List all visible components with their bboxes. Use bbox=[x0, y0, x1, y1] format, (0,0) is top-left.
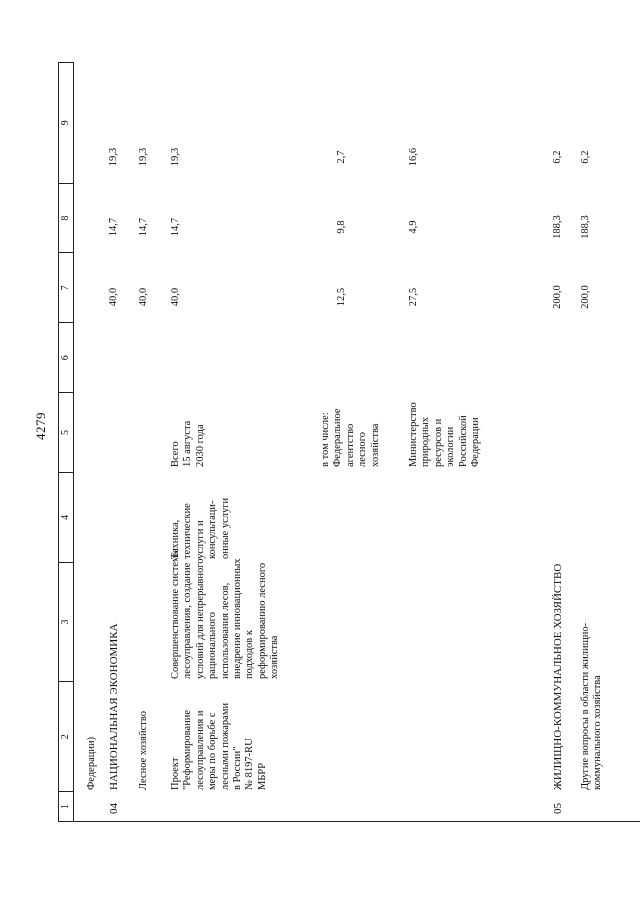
agency-label: в том числе: Федеральное агентство лесного хозяйства bbox=[320, 408, 381, 467]
section-04-col8: 19,3 bbox=[108, 147, 119, 167]
project-purpose: Совершенствование системы лесоуправления, создание условий для непрерывного рационального использования лесов, внедрение инновационных подходов к реформированию лесного хозяйства bbox=[170, 548, 280, 679]
section-05-title: ЖИЛИЩНО-КОММУНАЛЬНОЕ ХОЗЯЙСТВО bbox=[552, 563, 564, 790]
agency-col8: 2,7 bbox=[336, 150, 347, 164]
housing-other-col7: 188,3 bbox=[580, 215, 591, 239]
header-col-3: 3 bbox=[59, 562, 73, 682]
housing-other-col8: 6,2 bbox=[580, 150, 591, 164]
section-05-col7: 188,3 bbox=[552, 215, 563, 239]
table-header bbox=[58, 62, 74, 822]
section-04-col6: 40,0 bbox=[108, 287, 119, 307]
project-name: Проект "Реформирование лесоуправления и меры по борьбе с лесными пожарами в России" № 8197-RU МБРР bbox=[170, 702, 268, 790]
forestry-col7: 14,7 bbox=[138, 217, 149, 237]
agency-col7: 9,8 bbox=[336, 220, 347, 234]
housing-other-title: Другие вопросы в области жилищно- коммунального хозяйства bbox=[580, 622, 604, 790]
forestry-col8: 19,3 bbox=[138, 147, 149, 167]
project-col8: 19,3 bbox=[170, 147, 181, 167]
ministry-col6: 27,5 bbox=[408, 287, 419, 307]
table-left-border bbox=[74, 821, 640, 822]
federation-tail: Федерации) bbox=[86, 736, 97, 790]
section-05-col6: 200,0 bbox=[552, 285, 563, 309]
header-col-7: 7 bbox=[59, 253, 73, 323]
header-col-6: 6 bbox=[59, 322, 73, 392]
header-col-4: 4 bbox=[59, 472, 73, 562]
forestry-title: Лесное хозяйство bbox=[138, 711, 149, 790]
budget-table bbox=[58, 62, 640, 822]
section-05-code: 05 bbox=[552, 803, 564, 814]
ministry-label: Министерство природных ресурсов и экологии Российской Федерации bbox=[408, 402, 481, 467]
project-type: Техника, технические услуги и консультаци- онные услуги bbox=[170, 497, 231, 559]
page-number: 4279 bbox=[33, 412, 48, 440]
header-col-2: 2 bbox=[59, 681, 73, 791]
housing-other-col6: 200,0 bbox=[580, 285, 591, 309]
section-04-title: НАЦИОНАЛЬНАЯ ЭКОНОМИКА bbox=[108, 623, 120, 790]
agency-col6: 12,5 bbox=[336, 287, 347, 307]
section-05-col8: 6,2 bbox=[552, 150, 563, 164]
header-col-8: 8 bbox=[59, 183, 73, 253]
project-period: Всего 15 августа 2030 года bbox=[170, 420, 206, 467]
forestry-col6: 40,0 bbox=[138, 287, 149, 307]
section-04-col7: 14,7 bbox=[108, 217, 119, 237]
project-col6: 40,0 bbox=[170, 287, 181, 307]
ministry-col8: 16,6 bbox=[408, 147, 419, 167]
header-col-1: 1 bbox=[59, 791, 73, 821]
section-04-code: 04 bbox=[108, 803, 120, 814]
project-col7: 14,7 bbox=[170, 217, 181, 237]
header-col-9: 9 bbox=[60, 120, 71, 126]
ministry-col7: 4,9 bbox=[408, 220, 419, 234]
header-col-5: 5 bbox=[59, 392, 73, 472]
